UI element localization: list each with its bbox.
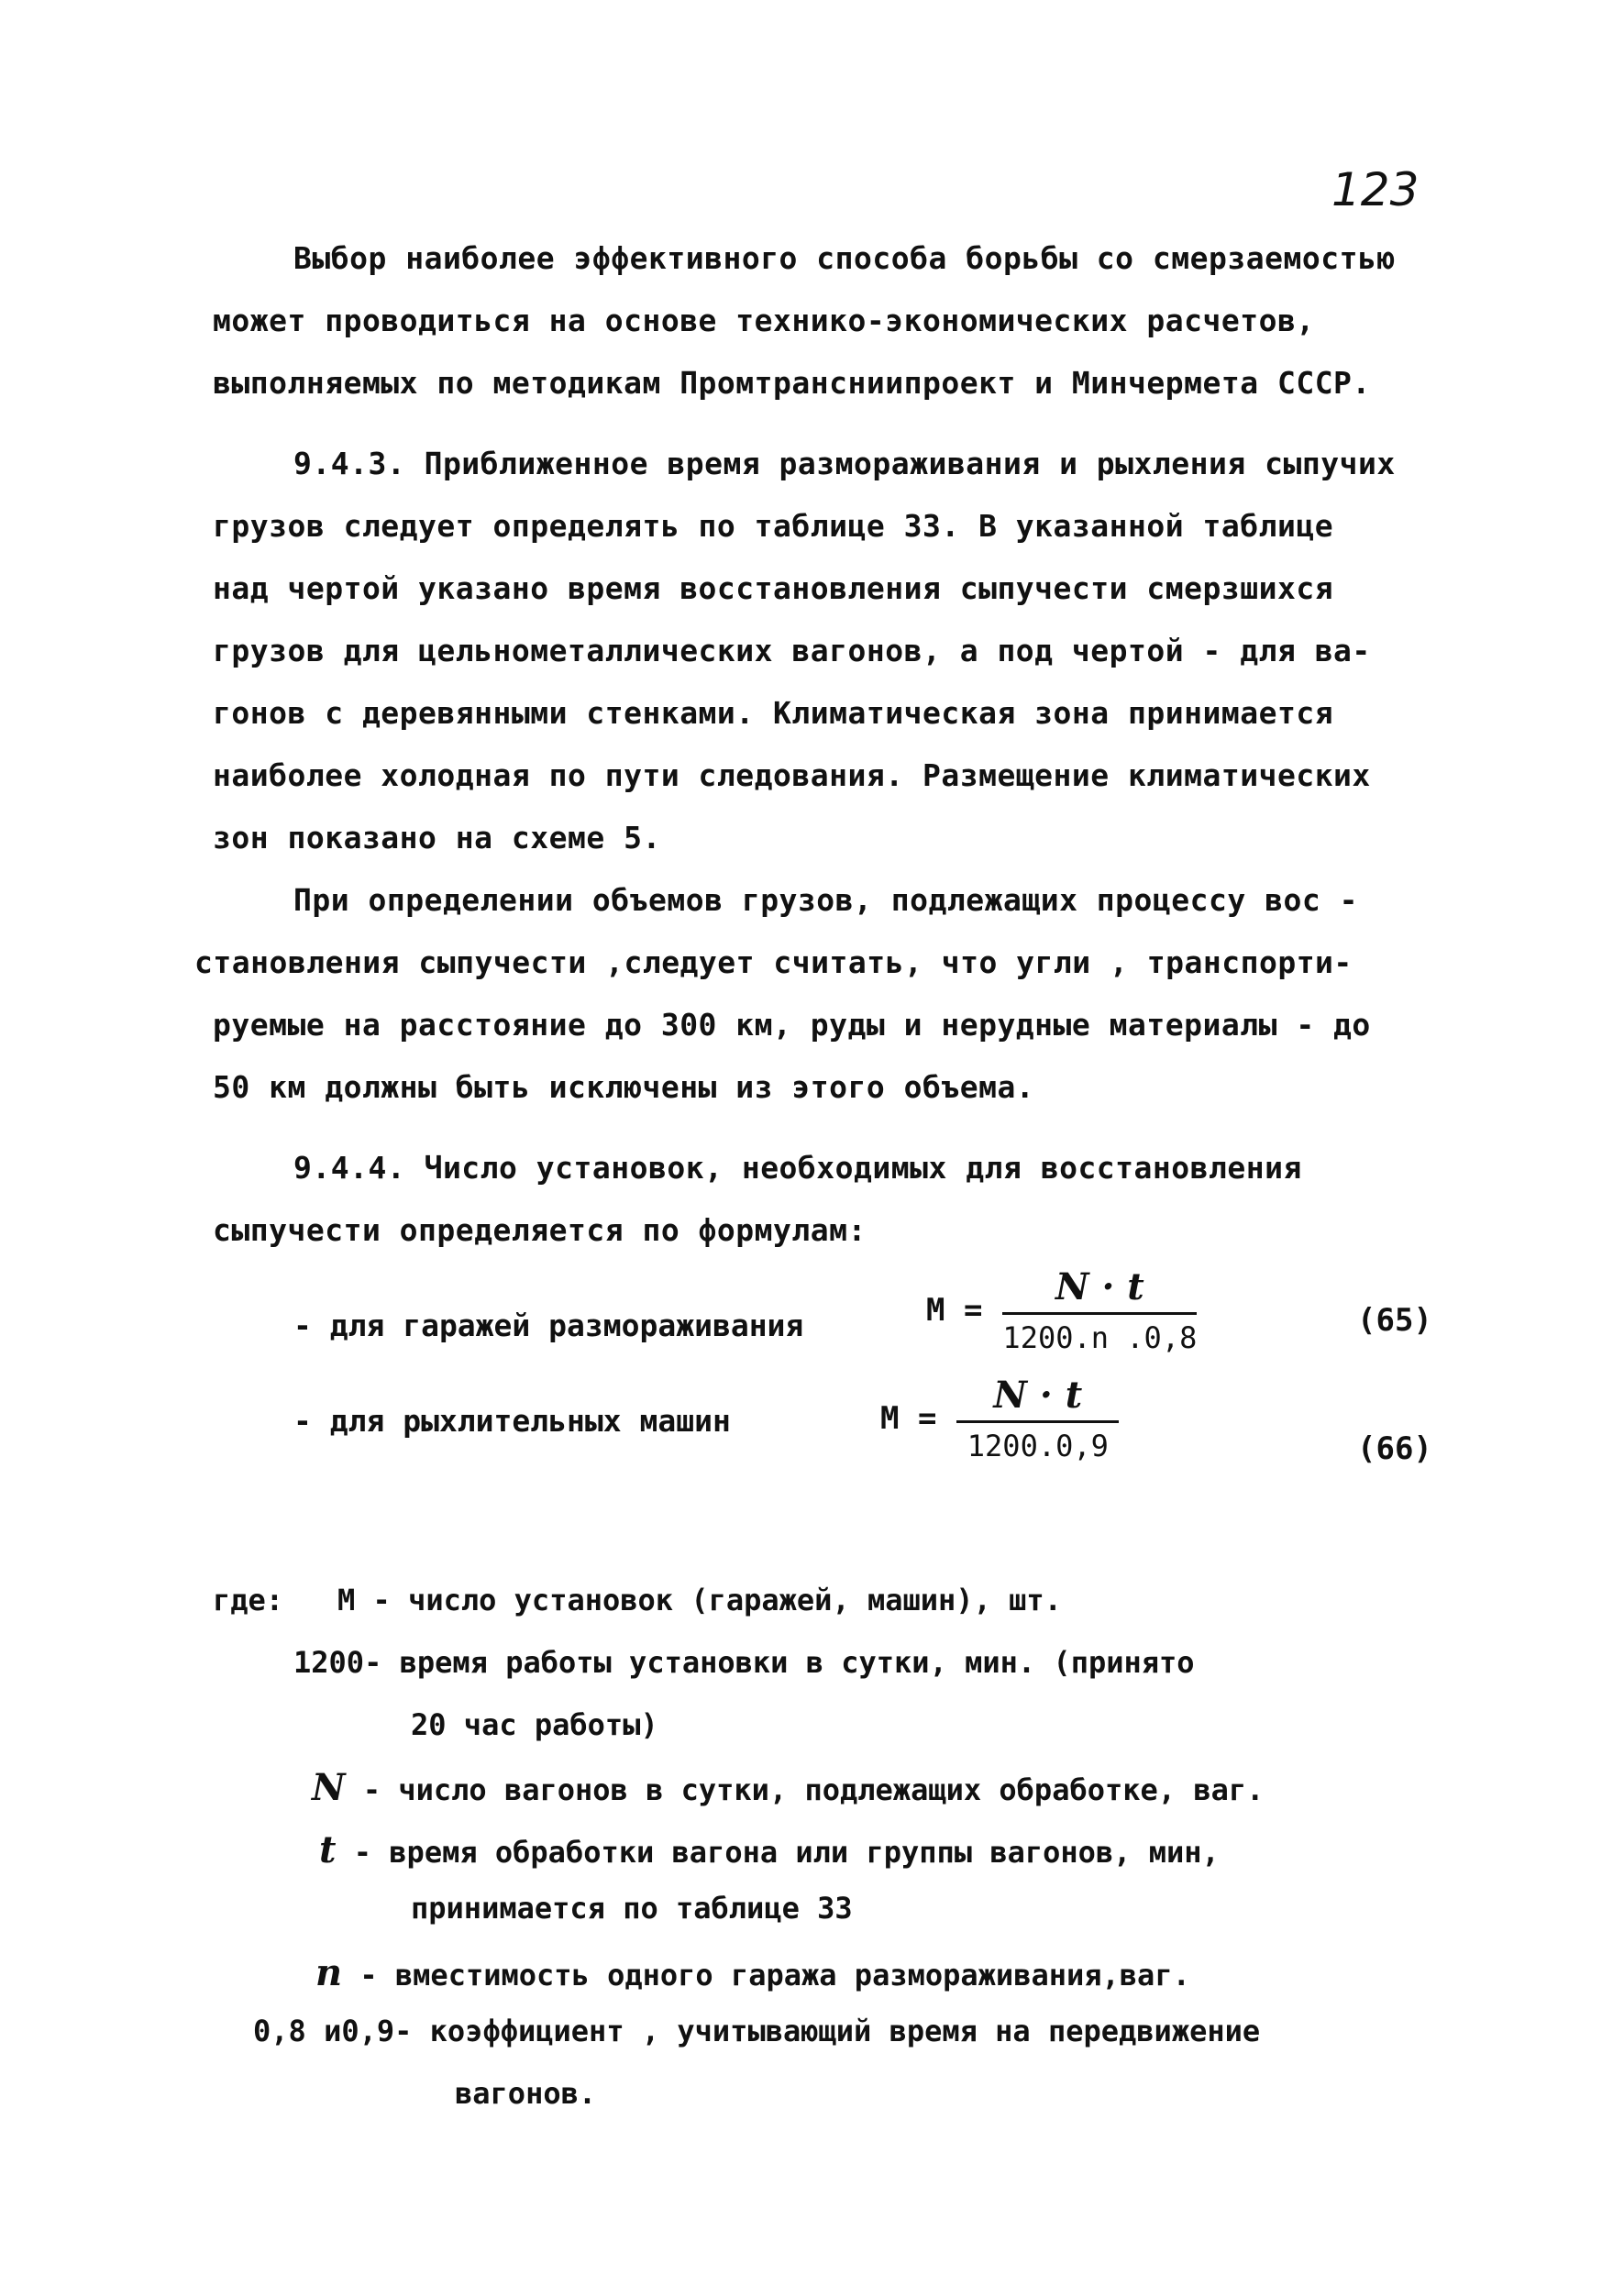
fraction — [1002, 1265, 1197, 1355]
page-number: 123 — [1331, 163, 1420, 216]
legend-text: вагонов. — [455, 2076, 597, 2111]
fraction — [956, 1374, 1119, 1463]
legend-text: - число вагонов в сутки, подлежащих обработке, ваг. — [362, 1772, 1265, 1807]
text-line: сыпучести определяется по формулам: — [213, 1212, 867, 1248]
fraction-denominator: 1200.n .0,8 — [1002, 1320, 1198, 1355]
legend-text: - время обработки вагона или группы вагонов, мин, — [353, 1835, 1220, 1870]
text-line: грузов следует определять по таблице 33. В указанной таблице — [213, 508, 1334, 544]
legend-item — [455, 2076, 596, 2111]
text-line: руемые на расстояние до 300 км, руды и нерудные материалы - до — [213, 1007, 1371, 1043]
legend-text: время работы установки в сутки, мин. (принято — [399, 1645, 1195, 1680]
legend-item — [253, 2014, 1260, 2048]
legend-item — [337, 1583, 1062, 1617]
legend-text: принимается по таблице 33 — [411, 1891, 853, 1926]
text-line: наиболее холодная по пути следования. Размещение климатических — [213, 757, 1371, 793]
legend-text: коэффициент , учитывающий время на передвижение — [429, 2014, 1261, 2048]
legend-item — [411, 1891, 853, 1926]
formula-label: - для гаражей размораживания — [293, 1308, 804, 1343]
formula-number: (66) — [1357, 1430, 1432, 1467]
text-line: может проводиться на основе технико-экономических расчетов, — [213, 303, 1315, 338]
text-line: становления сыпучести ,следует считать, что угли , транспорти- — [194, 944, 1353, 980]
formula-label: - для рыхлительных машин — [293, 1403, 731, 1439]
formula-lhs: М = — [926, 1292, 983, 1329]
text-line: При определении объемов грузов, подлежащих процессу вос - — [293, 882, 1358, 918]
fraction-numerator: N · t — [1055, 1265, 1144, 1308]
legend-symbol: N — [312, 1766, 346, 1809]
legend-item — [319, 1828, 1220, 1871]
legend-item — [411, 1707, 658, 1742]
text-line: 9.4.3. Приближенное время размораживания и рыхления сыпучих — [293, 446, 1396, 481]
text-line: Выбор наиболее эффективного способа борьбы со смерзаемостью — [293, 240, 1396, 276]
fraction-numerator: N · t — [993, 1374, 1083, 1417]
formula-expression — [926, 1265, 1197, 1355]
legend-text: 20 час работы) — [411, 1707, 658, 1742]
formula-number: (65) — [1357, 1302, 1432, 1339]
legend-item — [312, 1766, 1264, 1809]
text-line: грузов для цельнометаллических вагонов, а под чертой - для ва- — [213, 633, 1371, 668]
legend-text: - число установок (гаражей, машин), шт. — [372, 1583, 1062, 1617]
text-line: зон показано на схеме 5. — [213, 820, 661, 856]
text-line: гонов с деревянными стенками. Климатическая зона принимается — [213, 695, 1334, 731]
text-line: выполняемых по методикам Промтрансниипроект и Минчермета СССР. — [213, 365, 1371, 401]
text-line: 9.4.4. Число установок, необходимых для восстановления — [293, 1150, 1302, 1186]
legend-where-label: где: — [213, 1583, 284, 1617]
legend-item — [293, 1645, 1195, 1680]
text-line: 50 км должны быть исключены из этого объема. — [213, 1069, 1035, 1105]
legend-symbol: n — [315, 1951, 343, 1994]
legend-symbol: t — [319, 1828, 337, 1871]
legend-symbol: 0,8 и0,9- — [253, 2014, 413, 2048]
formula-lhs: М = — [880, 1400, 937, 1437]
legend-symbol: М — [337, 1583, 356, 1617]
formula-expression — [880, 1374, 1119, 1463]
text-line: над чертой указано время восстановления сыпучести смерзшихся — [213, 570, 1334, 606]
legend-text: - вместимость одного гаража размораживания,ваг. — [359, 1958, 1190, 1993]
legend-symbol: 1200- — [293, 1645, 382, 1680]
legend-item — [315, 1951, 1190, 1994]
fraction-denominator: 1200.0,9 — [967, 1429, 1109, 1463]
